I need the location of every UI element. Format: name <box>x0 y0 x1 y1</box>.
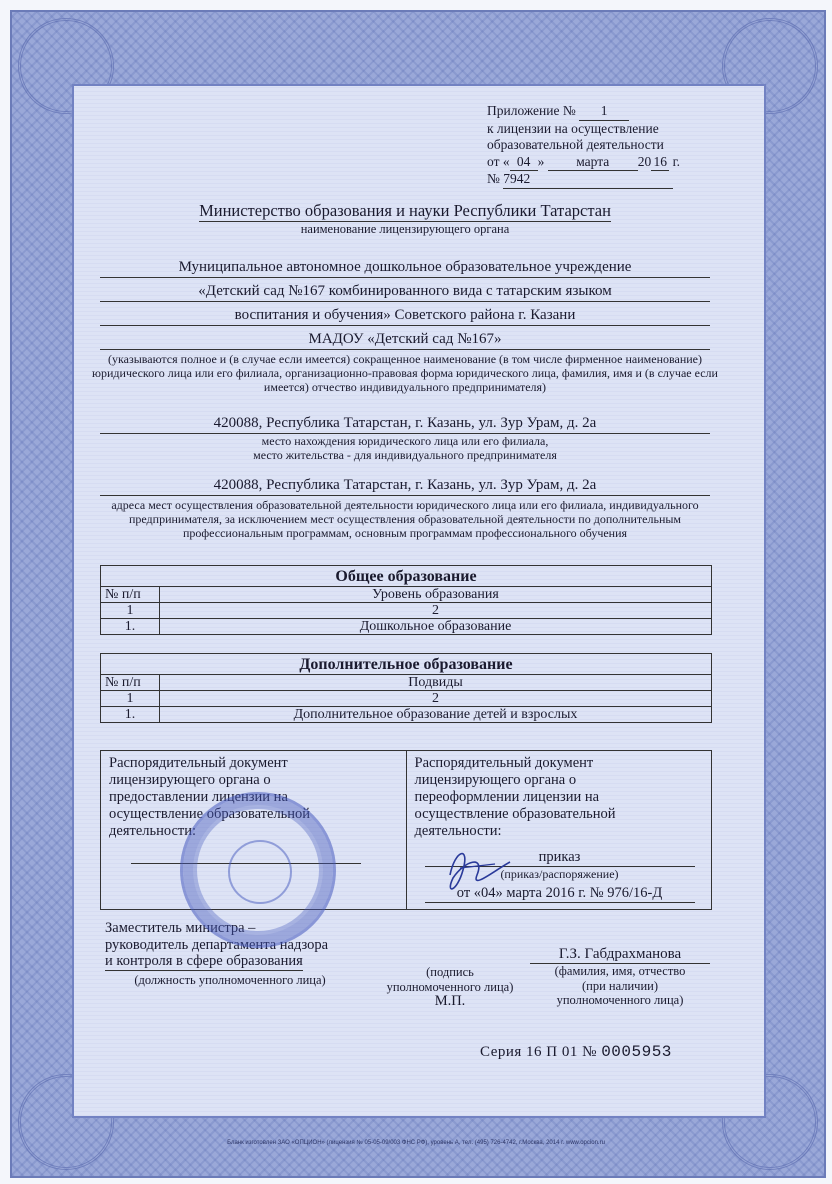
activity-block <box>90 475 720 540</box>
org-line2: «Детский сад №167 комбинированного вида с татарским языком <box>100 281 710 302</box>
signatory-name-block <box>530 945 710 1008</box>
location-caption-1: место нахождения юридического лица или его филиала, <box>261 434 549 448</box>
serial-value: 0005953 <box>601 1043 672 1061</box>
authority-block <box>90 201 720 236</box>
position-line-2: руководитель департамента надзора <box>105 936 329 953</box>
annex-year: 16 <box>651 154 669 172</box>
license-no-label: № <box>487 171 500 186</box>
annex-day: 04 <box>510 154 538 172</box>
organization-block <box>90 257 720 394</box>
general-col-number: № п/п <box>101 587 160 603</box>
order-type: приказ <box>425 849 695 867</box>
order-issue-text: Распорядительный документ лицензирующего органа о предоставлении лицензии на осуществление образовательной деятельности: <box>109 755 311 839</box>
serial-label: Серия <box>480 1044 522 1060</box>
location-address: 420088, Республика Татарстан, г. Казань, ул. Зур Урам, д. 2а <box>100 413 710 434</box>
position-caption: (должность уполномоченного лица) <box>134 972 326 987</box>
signature-captions <box>370 965 530 1009</box>
position-line-1: Заместитель министра – <box>105 920 256 936</box>
name-caption-2: (при наличии) <box>581 978 659 993</box>
activity-caption: адреса мест осуществления образовательной деятельности юридического лица или его филиала, индивидуального предпринимателя, за исключением мест осуществления образовательной деятельности по дополнительным профессиональным программам, основным программам профессионального обучения <box>111 498 699 540</box>
serial-no-label: № <box>582 1044 597 1060</box>
additional-col-number: № п/п <box>101 675 160 691</box>
additional-row-value: Дополнительное образование детей и взрослых <box>160 707 712 723</box>
date-mid: » <box>537 153 545 169</box>
serial-number <box>480 1043 672 1061</box>
year-unit: г. <box>672 153 680 169</box>
additional-title: Дополнительное образование <box>101 654 712 675</box>
location-caption-2: место жительства - для индивидуального предпринимателя <box>253 448 557 462</box>
order-date-number: от «04» марта 2016 г. № 976/16-Д <box>425 885 695 903</box>
blank-printer-info: Бланк изготовлен ЗАО «ОПЦИОН» (лицензия № 05-05-09/003 ФНС РФ), уровень А, тел. (495) 726-4742, г.Москва, 2014 г. www.opcion.ru <box>227 1140 605 1146</box>
date-prefix: от « <box>487 153 510 169</box>
document-content <box>90 95 720 1095</box>
general-row-number: 1. <box>101 619 160 635</box>
general-row-value: Дошкольное образование <box>160 619 712 635</box>
org-line3: воспитания и обучения» Советского района г. Казани <box>100 305 710 326</box>
stamp-label: М.П. <box>434 993 466 1009</box>
sign-caption-1: (подпись <box>426 965 474 979</box>
general-title: Общее образование <box>101 566 712 587</box>
position-line-3: и контроля в сфере образования <box>105 953 303 969</box>
general-col-level: Уровень образования <box>160 587 712 603</box>
annex-number: 1 <box>579 103 629 121</box>
activity-address: 420088, Республика Татарстан, г. Казань, ул. Зур Урам, д. 2а <box>100 475 710 496</box>
annex-block <box>487 103 717 189</box>
additional-idx-2: 2 <box>160 691 712 707</box>
annex-label: Приложение № <box>487 103 576 118</box>
additional-row-number: 1. <box>101 707 160 723</box>
additional-idx-1: 1 <box>101 691 160 707</box>
order-reissue-text: Распорядительный документ лицензирующего органа о переоформлении лицензии на осуществление образовательной деятельности: <box>414 755 616 839</box>
additional-col-subtype: Подвиды <box>160 675 712 691</box>
license-number: 7942 <box>503 171 673 189</box>
official-seal <box>180 792 336 948</box>
org-line1: Муниципальное автономное дошкольное образовательное учреждение <box>100 257 710 278</box>
general-idx-1: 1 <box>101 603 160 619</box>
annex-line3: образовательной деятельности <box>487 137 664 152</box>
year-prefix: 20 <box>637 153 652 169</box>
authority-caption: наименование лицензирующего органа <box>300 222 510 236</box>
org-caption: (указываются полное и (в случае если имеется) сокращенное наименование (в том числе фирменное наименование) юридического лица или его филиала, организационно-правовая форма юридического лица, фамилия, имя и (в случае если имеется) отчество индивидуального предпринимателя) <box>92 352 718 394</box>
additional-education-table <box>100 653 712 723</box>
annex-month: марта <box>548 154 638 172</box>
location-block <box>90 413 720 462</box>
sign-caption-2: уполномоченного лица) <box>386 979 514 994</box>
org-short-name: МАДОУ «Детский сад №167» <box>100 329 710 350</box>
name-caption-1: (фамилия, имя, отчество <box>554 964 686 978</box>
handwritten-signature <box>345 840 515 910</box>
serial-series: 16 П 01 <box>526 1044 578 1060</box>
annex-line2: к лицензии на осуществление <box>487 120 659 136</box>
authority-name: Министерство образования и науки Республики Татарстан <box>199 201 611 220</box>
signatory-name: Г.З. Габдрахманова <box>530 945 710 964</box>
order-type-caption: (приказ/распоряжение) <box>500 867 619 881</box>
table-row <box>101 619 712 635</box>
general-education-table <box>100 565 712 635</box>
name-caption-3: уполномоченного лица) <box>556 993 684 1007</box>
general-idx-2: 2 <box>160 603 712 619</box>
table-row <box>101 707 712 723</box>
